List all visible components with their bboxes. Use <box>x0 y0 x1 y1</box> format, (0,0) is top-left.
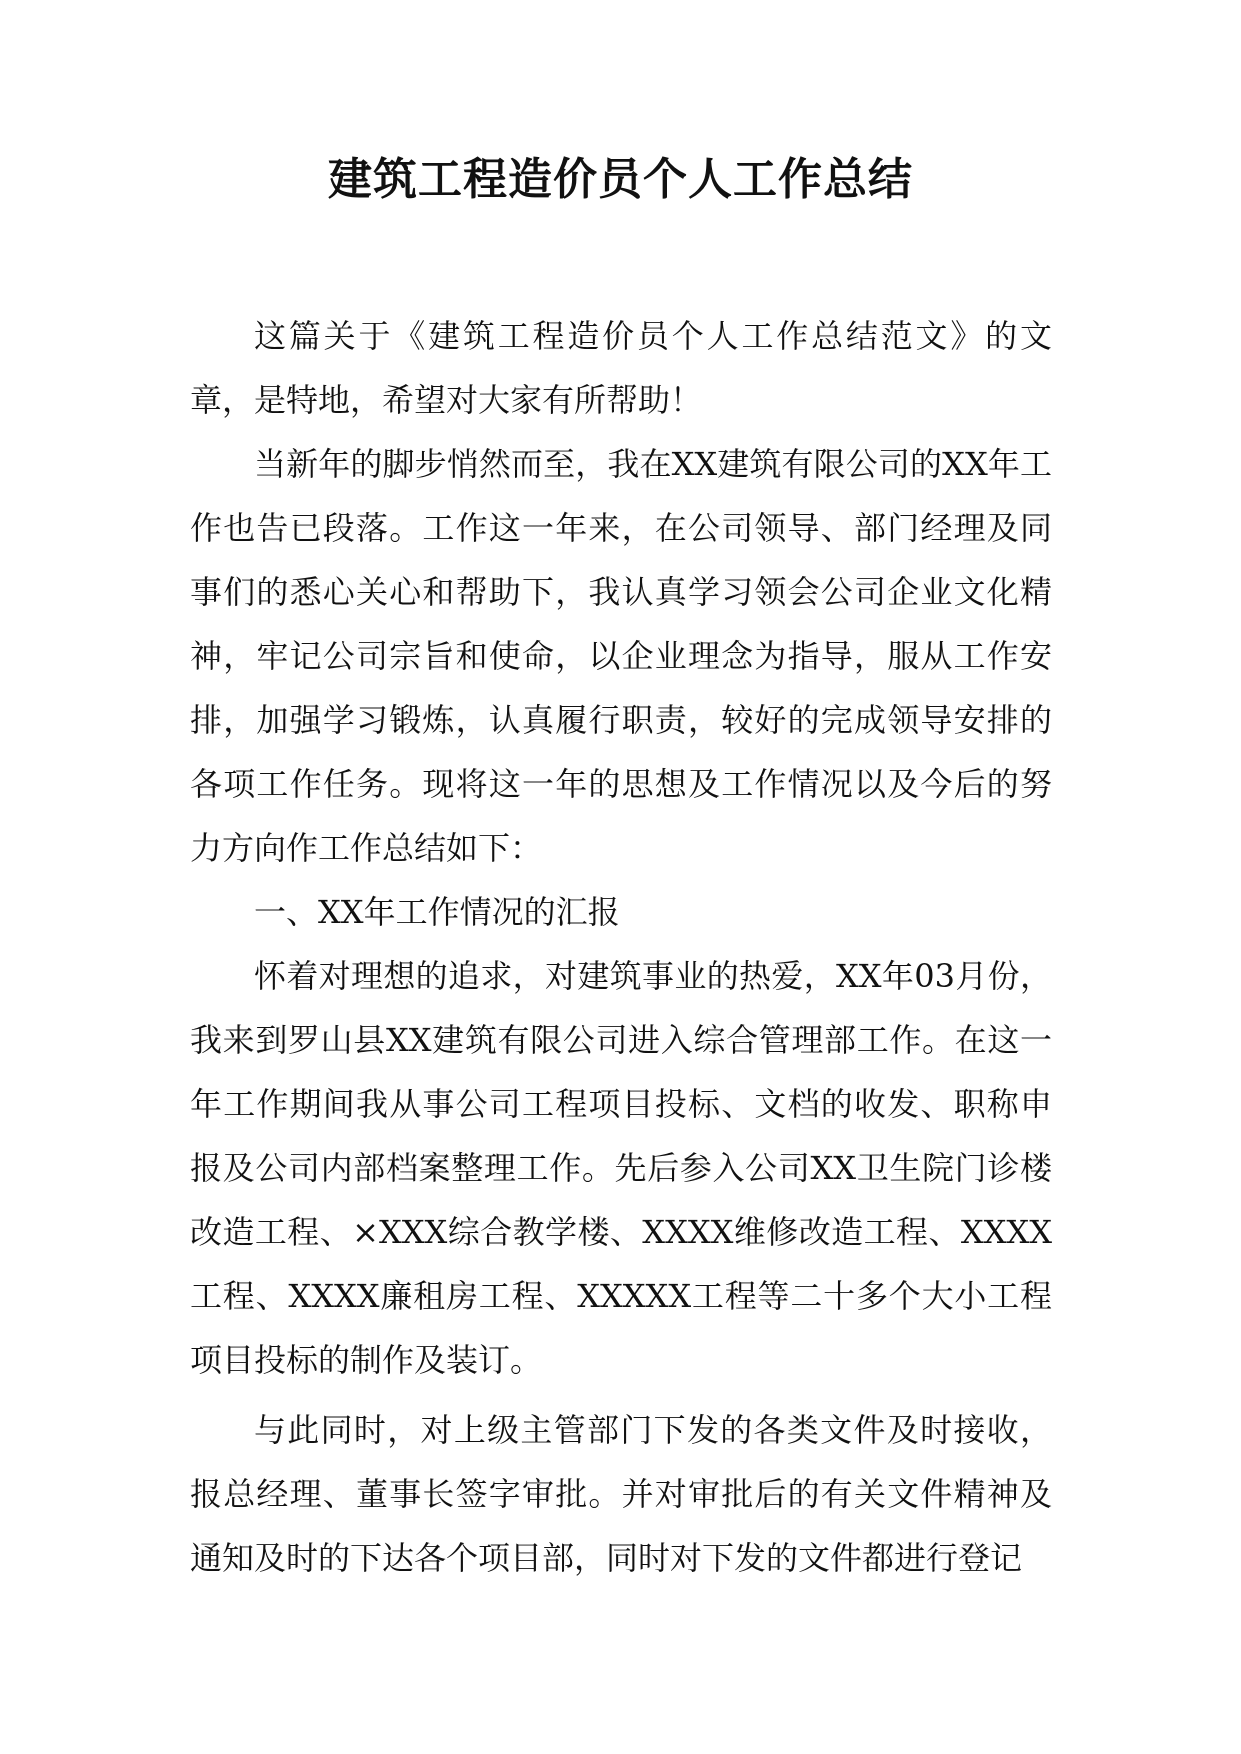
section-heading: 一、XX年工作情况的汇报 <box>254 893 620 931</box>
document-title: 建筑工程造价员个人工作总结 <box>328 154 913 205</box>
paragraph-work-report: 怀着对理想的追求，对建筑事业的热爱，XX年03月份，我来到罗山县XX建筑有限公司进入综合管理部工作。在这一年工作期间我从事公司工程项目投标、文档的收发、职称申报及公司内部档案整理工作。先后参入公司XX卫生院门诊楼改造工程、×XXX综合教学楼、XXXX维修改造工程、XXXX工程、XXXX廉租房工程、XXXXX工程等二十多个大小工程项目投标的制作及装订。 <box>190 957 1052 1379</box>
paragraph-opening: 当新年的脚步悄然而至，我在XX建筑有限公司的XX年工作也告已段落。工作这一年来，在公司领导、部门经理及同事们的悉心关心和帮助下，我认真学习领会公司企业文化精神，牢记公司宗旨和使命，以企业理念为指导，服从工作安排，加强学习锻炼，认真履行职责，较好的完成领导安排的各项工作任务。现将这一年的思想及工作情况以及今后的努力方向作工作总结如下： <box>190 445 1052 867</box>
document-body <box>190 304 1052 1590</box>
paragraph-intro: 这篇关于《建筑工程造价员个人工作总结范文》的文章，是特地，希望对大家有所帮助！ <box>190 317 1052 419</box>
paragraph-document-handling: 与此同时，对上级主管部门下发的各类文件及时接收，报总经理、董事长签字审批。并对审批后的有关文件精神及通知及时的下达各个项目部，同时对下发的文件都进行登记 <box>190 1411 1052 1577</box>
